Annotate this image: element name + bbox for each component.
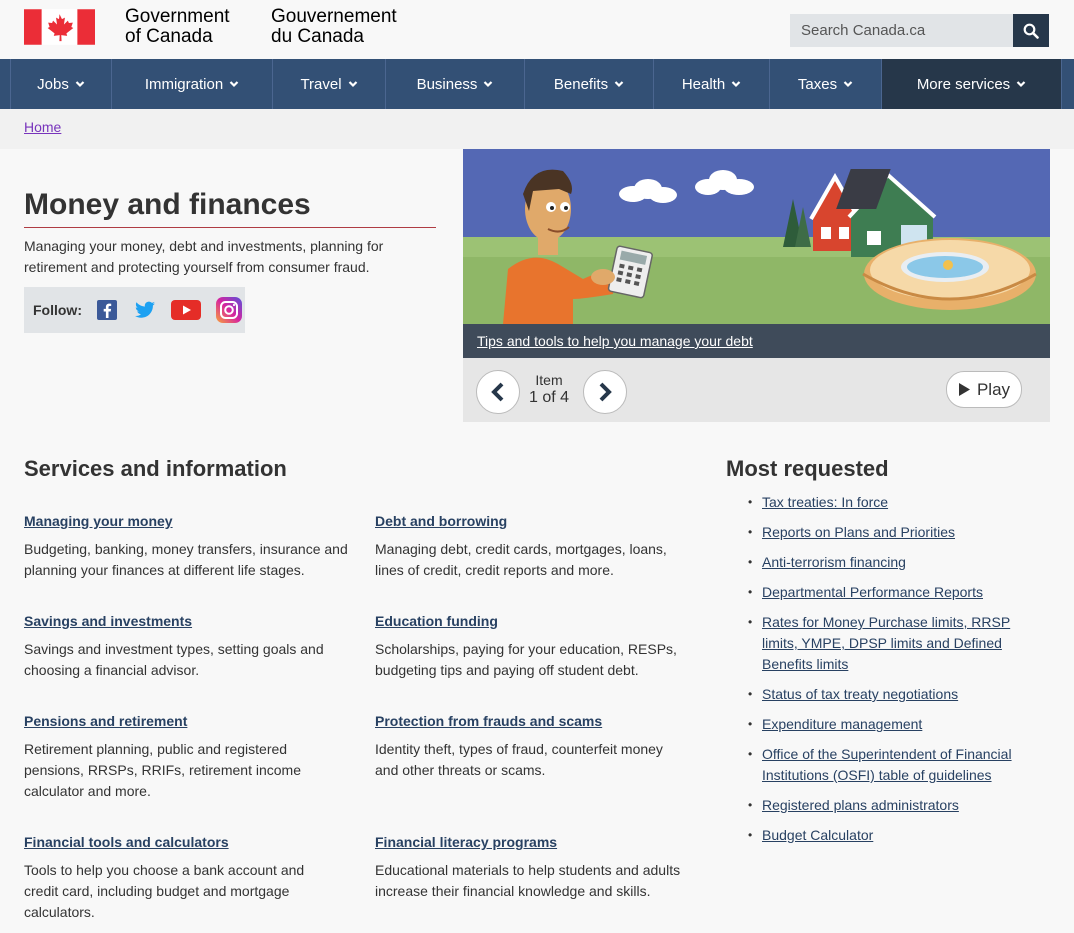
service-description: Retirement planning, public and registered pensions, RRSPs, RRIFs, retirement income calculator and more. xyxy=(24,741,301,799)
breadcrumb xyxy=(0,109,1074,149)
site-header xyxy=(0,0,1074,59)
service-link[interactable]: Financial tools and calculators xyxy=(24,834,229,850)
chevron-down-icon xyxy=(1016,79,1026,89)
most-requested-link[interactable]: Expenditure management xyxy=(762,716,923,732)
signature-english[interactable] xyxy=(125,7,230,47)
service-link[interactable]: Education funding xyxy=(375,613,498,629)
most-requested-heading: Most requested xyxy=(726,456,889,481)
most-requested-list xyxy=(748,492,1038,855)
list-item xyxy=(748,492,1038,513)
most-requested-link[interactable]: Reports on Plans and Priorities xyxy=(762,524,955,540)
service-item xyxy=(375,833,695,902)
page-intro: Managing your money, debt and investments, planning for retirement and protecting yourself from consumer fraud. xyxy=(24,238,384,275)
youtube-icon[interactable] xyxy=(171,298,201,322)
search-icon xyxy=(1023,23,1039,39)
menu-item-benefits[interactable] xyxy=(525,59,654,109)
follow-bar xyxy=(24,287,245,333)
chevron-down-icon xyxy=(731,79,741,89)
menu-item-health[interactable] xyxy=(654,59,770,109)
signature-fr-line1: Gouvernement xyxy=(271,6,397,27)
menu-label: Jobs xyxy=(37,75,69,93)
service-item xyxy=(375,612,690,681)
feature-carousel xyxy=(463,149,1050,422)
list-item xyxy=(748,582,1038,603)
service-description: Tools to help you choose a bank account and credit card, including budget and mortgage calculators. xyxy=(24,862,305,920)
service-description: Managing debt, credit cards, mortgages, loans, lines of credit, credit reports and more. xyxy=(375,541,667,578)
chevron-left-icon xyxy=(490,382,506,402)
menu-item-immigration[interactable] xyxy=(112,59,273,109)
menu-label: Immigration xyxy=(144,75,224,93)
menu-label: Business xyxy=(416,75,478,93)
service-item xyxy=(375,512,690,581)
chevron-right-icon xyxy=(597,382,613,402)
list-item xyxy=(748,612,1038,675)
service-item xyxy=(24,833,329,923)
menu-item-taxes[interactable] xyxy=(770,59,882,109)
breadcrumb-home-link[interactable]: Home xyxy=(24,119,62,135)
service-description: Savings and investment types, setting goals and choosing a financial advisor. xyxy=(24,641,324,678)
service-item xyxy=(375,712,685,781)
chevron-down-icon xyxy=(614,79,624,89)
menu-label: Benefits xyxy=(553,75,609,93)
search-input[interactable] xyxy=(790,14,1013,47)
chevron-down-icon xyxy=(75,79,85,89)
service-link[interactable]: Protection from frauds and scams xyxy=(375,713,603,729)
menu-item-business[interactable] xyxy=(386,59,525,109)
service-description: Scholarships, paying for your education, RESPs, budgeting tips and paying off student debt. xyxy=(375,641,677,678)
service-item xyxy=(24,512,349,581)
services-heading: Services and information xyxy=(24,456,287,481)
menu-item-travel[interactable] xyxy=(273,59,386,109)
service-description: Educational materials to help students and adults increase their financial knowledge and skills. xyxy=(375,862,681,899)
twitter-icon[interactable] xyxy=(133,298,157,322)
chevron-down-icon xyxy=(229,79,239,89)
menu-label: More services xyxy=(916,75,1011,93)
service-link[interactable]: Financial literacy programs xyxy=(375,834,558,850)
canada-flag-icon[interactable] xyxy=(24,9,95,45)
list-item xyxy=(748,684,1038,705)
play-icon xyxy=(958,382,971,397)
facebook-icon[interactable] xyxy=(95,298,119,322)
most-requested-link[interactable]: Anti-terrorism financing xyxy=(762,554,906,570)
list-item xyxy=(748,795,1038,816)
menu-label: Taxes xyxy=(797,75,838,93)
signature-en-line1: Government xyxy=(125,6,230,27)
most-requested-link[interactable]: Rates for Money Purchase limits, RRSP limits, YMPE, DPSP limits and Defined Benefits limits xyxy=(762,614,1011,672)
most-requested-link[interactable]: Budget Calculator xyxy=(762,827,874,843)
carousel-item-counter xyxy=(523,372,575,408)
most-requested-link[interactable]: Departmental Performance Reports xyxy=(762,584,983,600)
service-link[interactable]: Savings and investments xyxy=(24,613,193,629)
carousel-previous-button[interactable] xyxy=(476,370,520,414)
signature-fr-line2: du Canada xyxy=(271,26,364,47)
service-description: Budgeting, banking, money transfers, insurance and planning your finances at different life stages. xyxy=(24,541,348,578)
menu-item-jobs[interactable] xyxy=(10,59,112,109)
signature-en-line2: of Canada xyxy=(125,26,213,47)
most-requested-link[interactable]: Tax treaties: In force xyxy=(762,494,889,510)
chevron-down-icon xyxy=(348,79,358,89)
follow-label: Follow: xyxy=(33,302,82,318)
service-item xyxy=(24,712,329,802)
service-item xyxy=(24,612,344,681)
carousel-illustration[interactable] xyxy=(463,149,1050,324)
list-item xyxy=(748,522,1038,543)
main-menu xyxy=(0,59,1074,109)
list-item xyxy=(748,744,1038,786)
search-button[interactable] xyxy=(1013,14,1049,47)
service-link[interactable]: Pensions and retirement xyxy=(24,713,188,729)
title-underline xyxy=(24,227,436,228)
service-link[interactable]: Managing your money xyxy=(24,513,173,529)
menu-item-more-services[interactable] xyxy=(882,59,1062,109)
chevron-down-icon xyxy=(483,79,493,89)
carousel-caption-link[interactable]: Tips and tools to help you manage your debt xyxy=(477,333,753,349)
instagram-icon[interactable] xyxy=(215,296,243,324)
chevron-down-icon xyxy=(843,79,853,89)
menu-label: Health xyxy=(681,75,726,93)
service-description: Identity theft, types of fraud, counterfeit money and other threats or scams. xyxy=(375,741,663,778)
carousel-play-button[interactable] xyxy=(946,371,1022,408)
item-count: 1 of 4 xyxy=(528,389,570,406)
list-item xyxy=(748,714,1038,735)
page-title: Money and finances xyxy=(24,188,311,221)
list-item xyxy=(748,825,1038,846)
carousel-next-button[interactable] xyxy=(583,370,627,414)
most-requested-link[interactable]: Registered plans administrators xyxy=(762,797,959,813)
carousel-caption xyxy=(463,324,1050,358)
item-label: Item xyxy=(535,372,563,388)
menu-label: Travel xyxy=(300,75,342,93)
most-requested-link[interactable]: Status of tax treaty negotiations xyxy=(762,686,959,702)
service-link[interactable]: Debt and borrowing xyxy=(375,513,508,529)
most-requested-link[interactable]: Office of the Superintendent of Financial Institutions (OSFI) table of guidelines xyxy=(762,746,1012,783)
list-item xyxy=(748,552,1038,573)
signature-french[interactable] xyxy=(271,7,397,47)
play-label: Play xyxy=(976,379,1011,399)
